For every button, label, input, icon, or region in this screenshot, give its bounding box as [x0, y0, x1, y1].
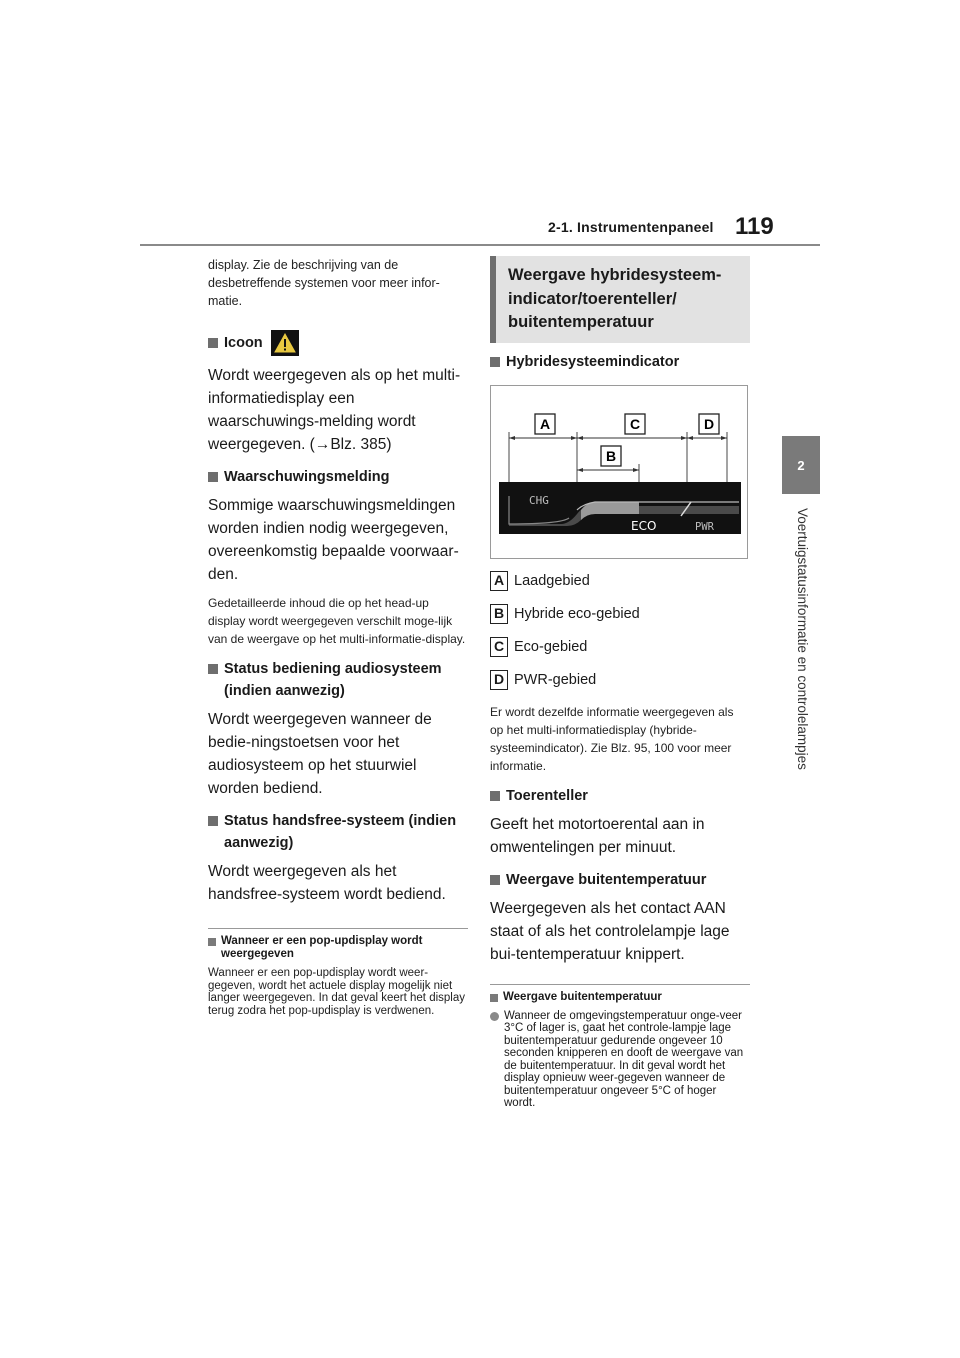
square-bullet-icon	[490, 875, 500, 885]
warning-heading: Waarschuwingsmelding	[208, 466, 468, 488]
handsfree-text: Wordt weergegeven als het handsfree-systeem wordt bediend.	[208, 863, 446, 903]
warning-text: Sommige waarschuwingsmeldingen worden indien nodig weergegeven, overeenkomstig bepaalde voorwaar-den.	[208, 497, 459, 583]
section-heading-box: Weergave hybridesysteem-indicator/toerenteller/ buitentemperatuur	[490, 256, 750, 343]
square-bullet-icon	[208, 338, 218, 348]
legend-item-a: A Laadgebied	[490, 565, 750, 598]
square-bullet-icon	[208, 472, 218, 482]
left-column	[208, 256, 468, 1017]
eco-label: ECO	[631, 518, 657, 533]
temp-text: Weergegeven als het contact AAN staat of als het controlelampje lage bui-tentemperatuur knippert.	[490, 899, 730, 963]
hybrid-indicator-graphic	[491, 386, 747, 558]
svg-text:B: B	[605, 447, 617, 464]
temp-note-box	[490, 984, 750, 1110]
chapter-tab: 2	[782, 436, 820, 494]
legend-item-b: B Hybride eco-gebied	[490, 598, 750, 631]
section-title: 2-1. Instrumentenpaneel	[548, 219, 714, 235]
svg-text:D: D	[703, 415, 715, 432]
square-bullet-icon	[208, 664, 218, 674]
note-text: Wanneer er een pop-updisplay wordt weer-gegeven, wordt het actuele display mogelijk niet langer weergegeven. In dat geval keert het display terug zodra het pop-updisplay is verdwenen.	[208, 967, 465, 1017]
temp-note-heading: Weergave buitentemperatuur	[490, 991, 750, 1004]
hybrid-indicator-diagram	[490, 385, 748, 559]
tach-heading: Toerenteller	[490, 785, 750, 807]
icon-heading-label: Icoon	[224, 335, 263, 351]
label-b	[601, 446, 621, 466]
chapter-title: Voertuigstatusinformatie en controlelampjes	[795, 508, 810, 770]
label-d	[699, 414, 719, 434]
svg-text:A: A	[539, 415, 551, 432]
legend-item-d: D PWR-gebied	[490, 664, 750, 697]
square-bullet-icon	[208, 938, 216, 946]
icon-text: Wordt weergegeven als op het multi-informatiedisplay een waarschuwings-melding wordt weergegeven. (→Blz. 385)	[208, 367, 461, 453]
square-bullet-icon	[490, 994, 498, 1002]
hybrid-heading: Hybridesysteemindicator	[490, 351, 750, 373]
legend-item-c: C Eco-gebied	[490, 631, 750, 664]
label-a	[535, 414, 555, 434]
audio-heading: Status bediening audiosysteem (indien aanwezig)	[208, 658, 468, 702]
square-bullet-icon	[208, 816, 218, 826]
square-bullet-icon	[490, 791, 500, 801]
warning-small-text: Gedetailleerde inhoud die op het head-up display wordt weergegeven verschilt moge-lijk van de weergave op het multi-informatie-display.	[208, 596, 466, 646]
icon-heading	[208, 330, 468, 356]
intro-text: display. Zie de beschrijving van de desbetreffende systemen voor meer infor-matie.	[208, 258, 440, 308]
label-c	[625, 414, 645, 434]
note-heading: Wanneer er een pop-updisplay wordt weergegeven	[208, 935, 468, 961]
chg-label: CHG	[529, 493, 549, 507]
header-divider	[140, 244, 820, 246]
svg-text:C: C	[629, 415, 641, 432]
circle-bullet-icon	[490, 1012, 499, 1021]
warning-triangle-icon	[271, 330, 299, 356]
right-column	[490, 256, 750, 1110]
diagram-legend	[490, 565, 750, 697]
tach-text: Geeft het motortoerental aan in omwentelingen per minuut.	[490, 815, 705, 856]
temp-heading: Weergave buitentemperatuur	[490, 869, 750, 891]
square-bullet-icon	[490, 357, 500, 367]
hybrid-small-text: Er wordt dezelfde informatie weergegeven als op het multi-informatiedisplay (hybride-systeemindicator). Zie Blz. 95, 100 voor meer informatie.	[490, 704, 734, 773]
audio-text: Wordt weergegeven wanneer de bedie-ningstoetsen voor het audiosysteem op het stuurwiel worden bediend.	[208, 711, 432, 797]
note-box	[208, 928, 468, 1017]
pwr-label: PWR	[695, 520, 714, 533]
page-number: 119	[735, 213, 774, 240]
handsfree-heading: Status handsfree-systeem (indien aanwezig)	[208, 810, 468, 854]
temp-note-item: Wanneer de omgevingstemperatuur onge-veer 3°C of lager is, gaat het controle-lampje lage buitentemperatuur gedurende ongeveer 10 seconden knipperen en dooft de weergave van de buitentemperatuur. In dit geval wordt het display opnieuw weer-gegeven wanneer de buitentemperatuur ongeveer 5°C of hoger wordt.	[490, 1010, 750, 1110]
